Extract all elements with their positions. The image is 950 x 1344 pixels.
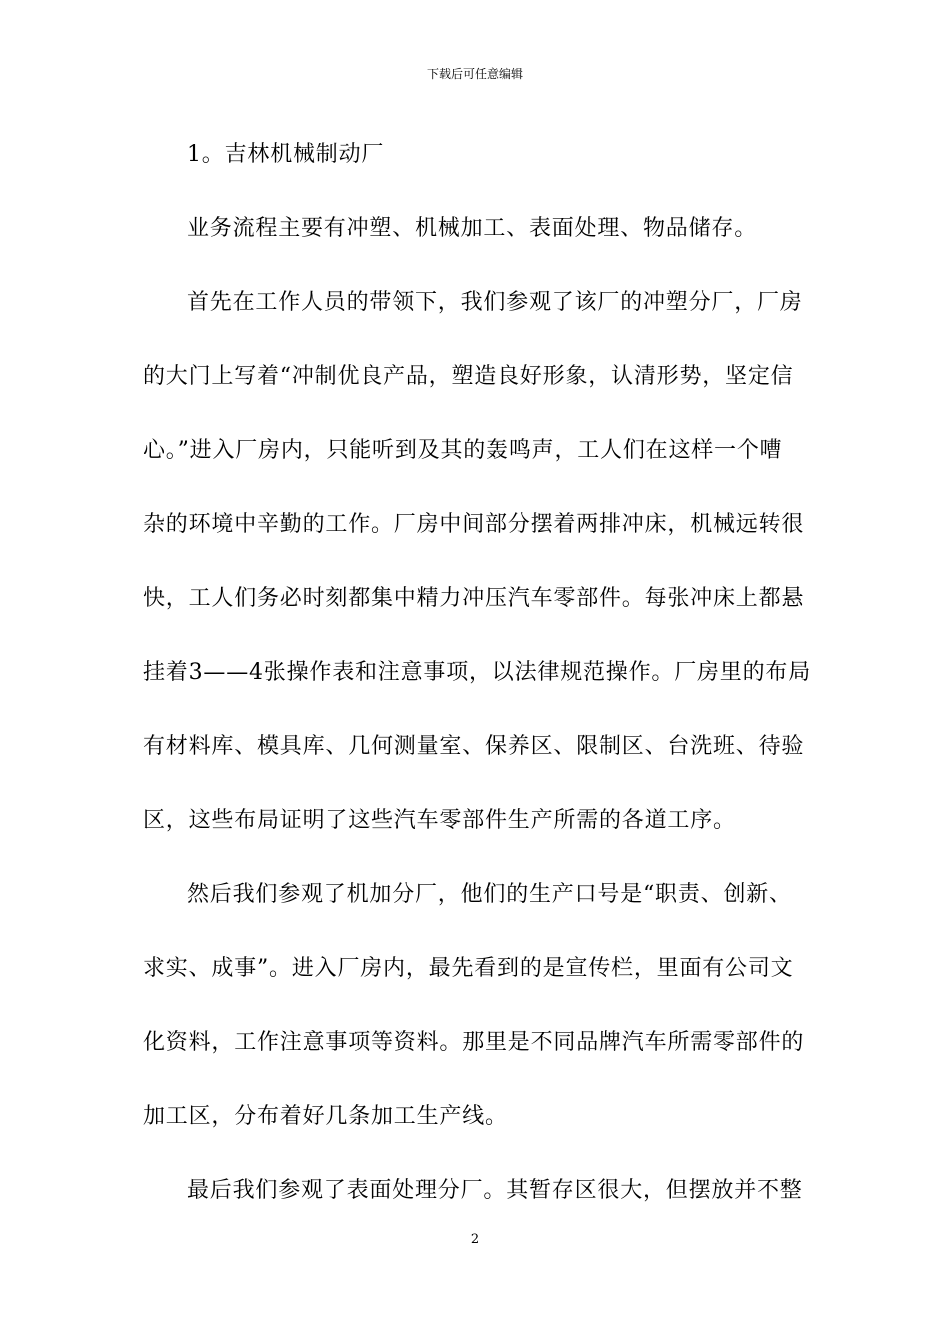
text-line: 快，工人们务必时刻都集中精力冲压汽车零部件。每张冲床上都悬 [143, 586, 805, 611]
text-line: 有材料库、模具库、几何测量室、保养区、限制区、台洗班、待验 [143, 734, 805, 759]
text-line: 化资料，工作注意事项等资料。那里是不同品牌汽车所需零部件的 [143, 1030, 805, 1055]
text-line: 心。”进入厂房内，只能听到及其的轰鸣声，工人们在这样一个嘈 [143, 438, 783, 463]
text-line: 最后我们参观了表面处理分厂。其暂存区很大，但摆放并不整 [187, 1178, 803, 1203]
text-line: 1。吉林机械制动厂 [187, 142, 385, 167]
text-line: 挂着3——4张操作表和注意事项，以法律规范操作。厂房里的布局 [143, 660, 811, 685]
text-line: 区，这些布局证明了这些汽车零部件生产所需的各道工序。 [143, 808, 736, 833]
page-header [0, 66, 950, 82]
text-line: 然后我们参观了机加分厂，他们的生产口号是“职责、创新、 [187, 882, 792, 907]
text-line: 的大门上写着“冲制优良产品，塑造良好形象，认清形势，坚定信 [143, 364, 794, 389]
paragraph-4 [143, 867, 808, 1144]
document-body [143, 127, 811, 1218]
text-line: 杂的环境中辛勤的工作。厂房中间部分摆着两排冲床，机械远转很 [143, 512, 805, 537]
text-line: 业务流程主要有冲塑、机械加工、表面处理、物品储存。 [187, 216, 758, 241]
paragraph-1 [143, 127, 808, 182]
text-line: 求实、成事”。进入厂房内，最先看到的是宣传栏，里面有公司文 [143, 956, 794, 981]
paragraph-3 [143, 275, 811, 848]
header-text: 下载后可任意编辑 [426, 67, 523, 81]
page-footer [0, 1232, 950, 1248]
text-line: 首先在工作人员的带领下，我们参观了该厂的冲塑分厂，厂房 [187, 290, 803, 315]
text-line: 加工区，分布着好几条加工生产线。 [143, 1104, 508, 1129]
paragraph-2 [143, 201, 808, 256]
paragraph-5 [143, 1163, 808, 1218]
page-number: 2 [470, 1232, 480, 1247]
